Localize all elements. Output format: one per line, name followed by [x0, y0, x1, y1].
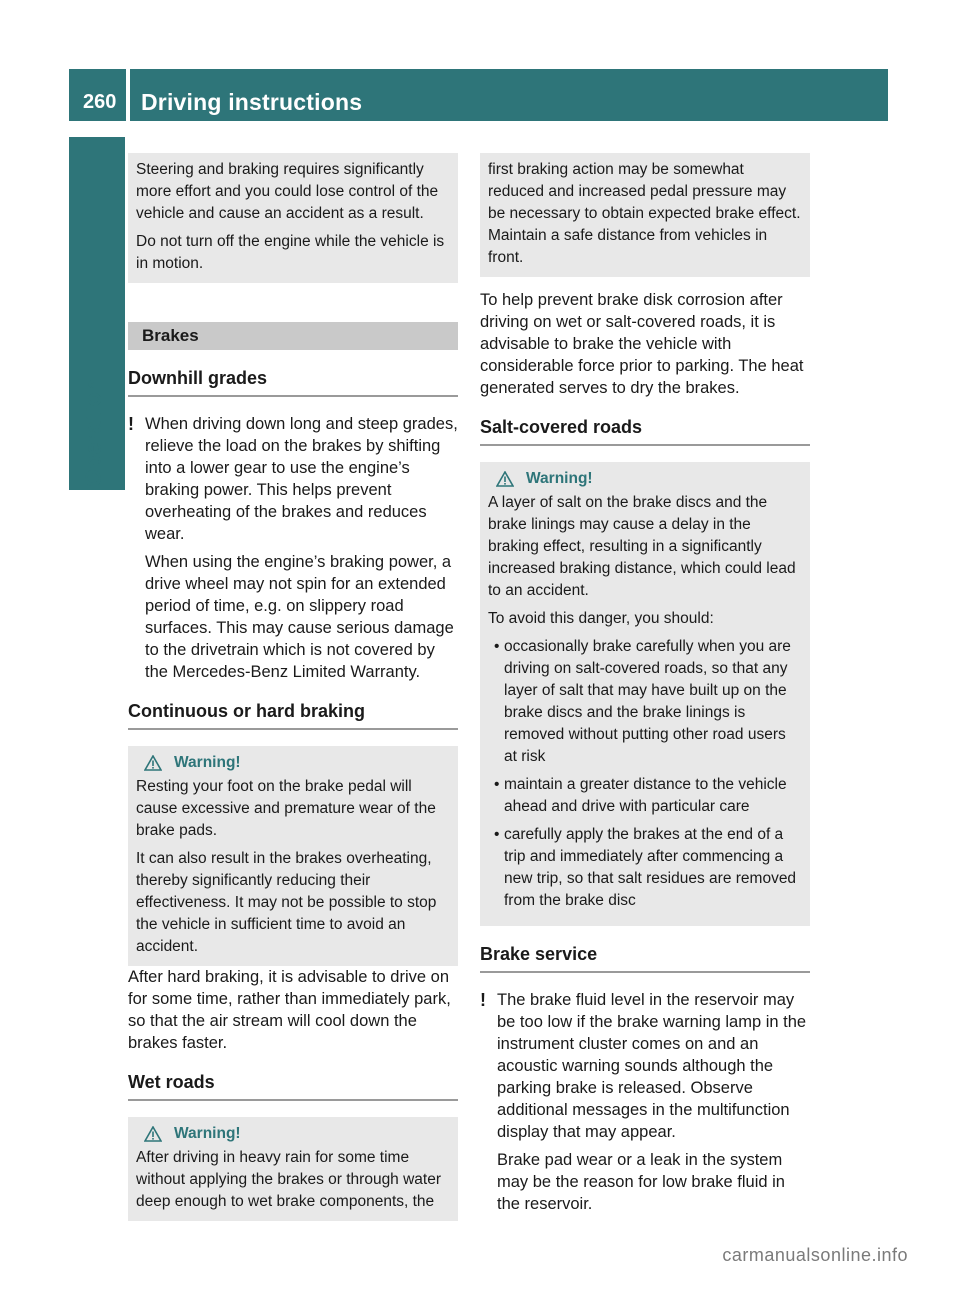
side-tab-label: Operation	[80, 378, 106, 487]
warning-box-wet-continued	[480, 153, 810, 277]
wet-roads-body: To help prevent brake disk corrosion after driving on wet or salt-covered roads, it is advisable to brake the vehicle with considerable force prior to parking. The heat generated serves to dry the brakes.	[480, 291, 804, 397]
warning-box-salt	[480, 462, 810, 926]
intro-text-1: Steering and braking requires significantly more effort and you could lose control of the vehicle and cause an accident as a result.	[136, 161, 439, 222]
exclamation-icon: !	[128, 414, 134, 434]
exclamation-icon: !	[480, 990, 486, 1010]
warning-box-hard-braking	[128, 746, 458, 966]
warning-triangle-icon	[496, 471, 514, 487]
page-number: 260	[83, 91, 117, 113]
warning-label: Warning!	[174, 1125, 241, 1142]
heading-salt-covered-roads: Salt-covered roads	[480, 417, 810, 446]
header-divider	[126, 69, 130, 121]
page-header	[69, 69, 888, 121]
section-title-brakes: Brakes	[128, 322, 458, 350]
warning-text: A layer of salt on the brake discs and the brake linings may cause a delay in the braking effect, resulting in a significantly increased braking distance, which could lead to an accident.	[488, 494, 796, 599]
note-downhill	[128, 413, 458, 683]
left-column	[128, 153, 458, 1221]
note-text-1: When driving down long and steep grades, relieve the load on the brakes by shifting into a lower gear to use the engine’s braking power. This helps prevent overheating of the brakes and reduces wear.	[145, 415, 458, 543]
warning-header	[488, 470, 802, 488]
warning-header	[136, 1125, 450, 1143]
right-column	[480, 153, 810, 1221]
note-text-2: Brake pad wear or a leak in the system may be the reason for low brake fluid in the reservoir.	[497, 1151, 785, 1213]
warning-label: Warning!	[526, 470, 593, 487]
warning-triangle-icon	[144, 1126, 162, 1142]
salt-bullet-list	[488, 636, 802, 912]
warning-text-2: It can also result in the brakes overheating, thereby significantly reducing their effectiveness. It may not be possible to stop the vehicle in sufficient time to avoid an accident.	[136, 850, 437, 955]
list-item: • carefully apply the brakes at the end of a trip and immediately after commencing a new trip, so that salt residues are removed from the brake disc	[488, 824, 802, 912]
warning-box-wet-roads	[128, 1117, 458, 1221]
note-text-1: The brake fluid level in the reservoir may be too low if the brake warning lamp in the instrument cluster comes on and an acoustic warning sounds although the parking brake is released. Observe additional messages in the multifunction display that may appear.	[497, 991, 807, 1141]
note-brake-service	[480, 989, 810, 1215]
note-text-2: When using the engine’s braking power, a drive wheel may not spin for an extended period of time, e.g. on slippery road surfaces. This may cause serious damage to the drivetrain which is not covered by the Mercedes-Benz Limited Warranty.	[145, 553, 454, 681]
warning-label: Warning!	[174, 754, 241, 771]
intro-text-2: Do not turn off the engine while the vehicle is in motion.	[136, 233, 445, 272]
heading-wet-roads: Wet roads	[128, 1072, 458, 1101]
warning-avoid-text: To avoid this danger, you should:	[488, 610, 714, 627]
warning-triangle-icon	[144, 755, 162, 771]
warning-header	[136, 754, 450, 772]
list-item: • maintain a greater distance to the vehicle ahead and drive with particular care	[488, 774, 802, 818]
heading-hard-braking: Continuous or hard braking	[128, 701, 458, 730]
list-item: • occasionally brake carefully when you are driving on salt-covered roads, so that any layer of salt that may have built up on the brake discs and the brake linings is removed without putting other road users at risk	[488, 636, 802, 768]
warning-text: After driving in heavy rain for some time without applying the brakes or through water deep enough to wet brake components, the	[136, 1149, 442, 1210]
warning-text-1: Resting your foot on the brake pedal will cause excessive and premature wear of the brake pads.	[136, 778, 436, 839]
hard-braking-body: After hard braking, it is advisable to drive on for some time, rather than immediately park, so that the air stream will cool down the brakes faster.	[128, 968, 451, 1052]
chapter-title: Driving instructions	[141, 89, 363, 115]
warning-text-continued: first braking action may be somewhat reduced and increased pedal pressure may be necessary to obtain expected brake effect. Maintain a safe distance from vehicles in front.	[488, 161, 801, 266]
heading-brake-service: Brake service	[480, 944, 810, 973]
watermark: carmanualsonline.info	[722, 1245, 908, 1265]
intro-box	[128, 153, 458, 283]
heading-downhill-grades: Downhill grades	[128, 368, 458, 397]
